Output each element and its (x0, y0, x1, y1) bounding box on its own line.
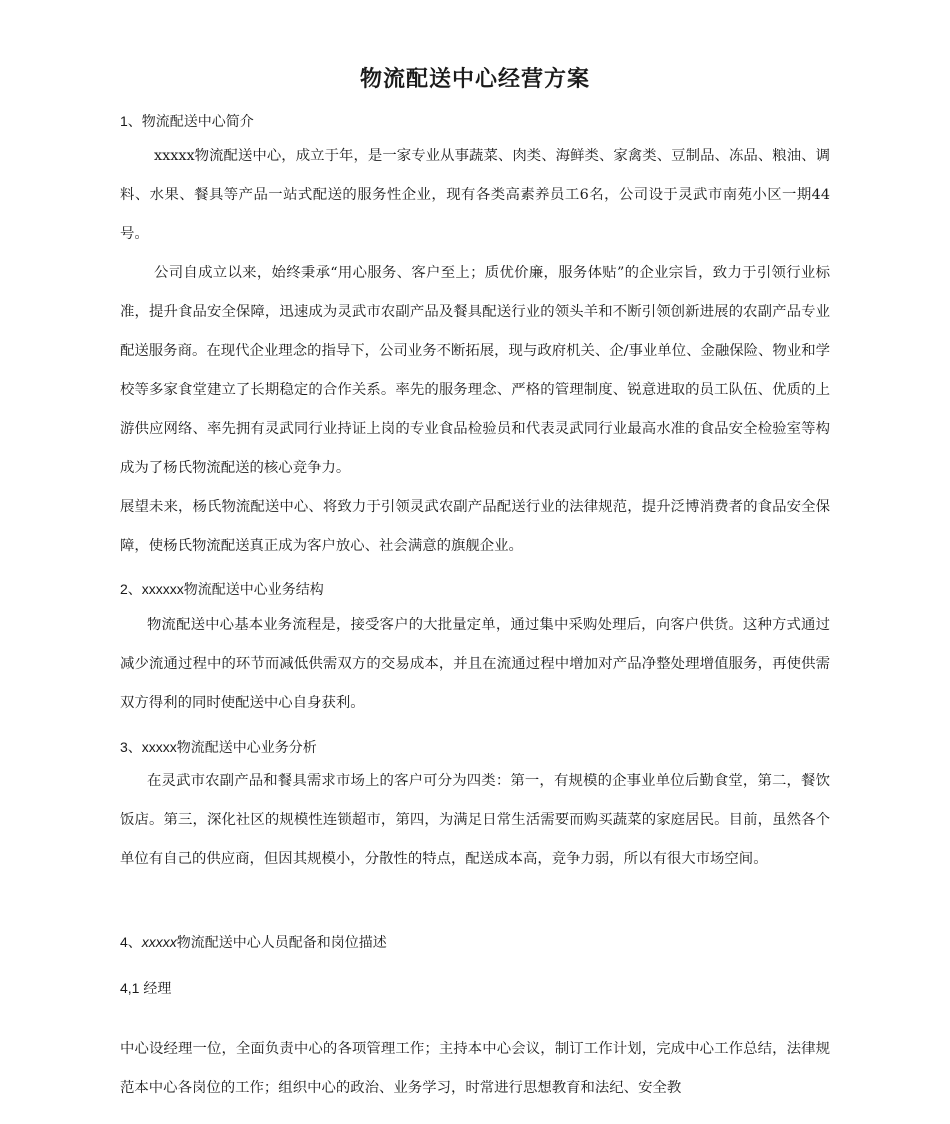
section-3-heading: 3、xxxxx物流配送中心业务分析 (120, 739, 317, 755)
section-2-paragraph-1: 物流配送中心基本业务流程是，接受客户的大批量定单，通过集中采购处理后，向客户供货。这种方式通过减少流通过程中的环节而减低供需双方的交易成本，并且在流通过程中增加对产品净整处理增值服务，再使供需双方得利的同时使配送中心自身获利。 (120, 617, 830, 711)
section-4-paragraph-1: 中心设经理一位，全面负责中心的各项管理工作；主持本中心会议，制订工作计划，完成中心工作总结，法律规范本中心各岗位的工作；组织中心的政治、业务学习，时常进行思想教育和法纪、安全教 (120, 1041, 830, 1096)
section-4-heading (120, 932, 387, 952)
section-4-subheading: 4,1 经理 (120, 980, 172, 996)
section-1-heading: 1、物流配送中心简介 (120, 113, 254, 129)
section-4-heading-italic: xxxxx (141, 934, 177, 950)
section-3-paragraph-1: 在灵武市农副产品和餐具需求市场上的客户可分为四类：第一，有规模的企事业单位后勤食堂，第二，餐饮饭店。第三，深化社区的规模性连锁超市，第四，为满足日常生活需要而购买蔬菜的家庭居民。目前，虽然各个单位有自己的供应商，但因其规模小，分散性的特点，配送成本高，竞争力弱，所以有很大市场空间。 (120, 773, 830, 867)
section-1-paragraph-3: 展望未来，杨氏物流配送中心、将致力于引领灵武农副产品配送行业的法律规范，提升泛博消费者的食品安全保障，使杨氏物流配送真正成为客户放心、社会满意的旗舰企业。 (120, 499, 830, 554)
section-4-heading-rest: 物流配送中心人员配备和岗位描述 (176, 934, 387, 950)
section-2-heading: 2、xxxxxx物流配送中心业务结构 (120, 581, 324, 597)
section-1-paragraph-2: 公司自成立以来，始终秉承“用心服务、客户至上；质优价廉，服务体贴”的企业宗旨，致力于引领行业标准，提升食品安全保障，迅速成为灵武市农副产品及餐具配送行业的领头羊和不断引领创新进展的农副产品专业配送服务商。在现代企业理念的指导下，公司业务不断拓展，现与政府机关、企/事业单位、金融保险、物业和学校等多家食堂建立了长期稳定的合作关系。率先的服务理念、严格的管理制度、锐意进取的员工队伍、优质的上游供应网络、率先拥有灵武同行业持证上岗的专业食品检验员和代表灵武同行业最高水准的食品安全检验室等构成为了杨氏物流配送的核心竞争力。 (120, 265, 830, 476)
section-1-paragraph-1: xxxxx物流配送中心，成立于年，是一家专业从事蔬菜、肉类、海鲜类、家禽类、豆制品、冻品、粮油、调料、水果、餐具等产品一站式配送的服务性企业，现有各类高素养员工6名，公司设于灵武市南苑小区一期44号。 (120, 148, 830, 242)
document-title: 物流配送中心经营方案 (359, 66, 590, 92)
section-4-heading-prefix: 4、 (120, 934, 142, 950)
